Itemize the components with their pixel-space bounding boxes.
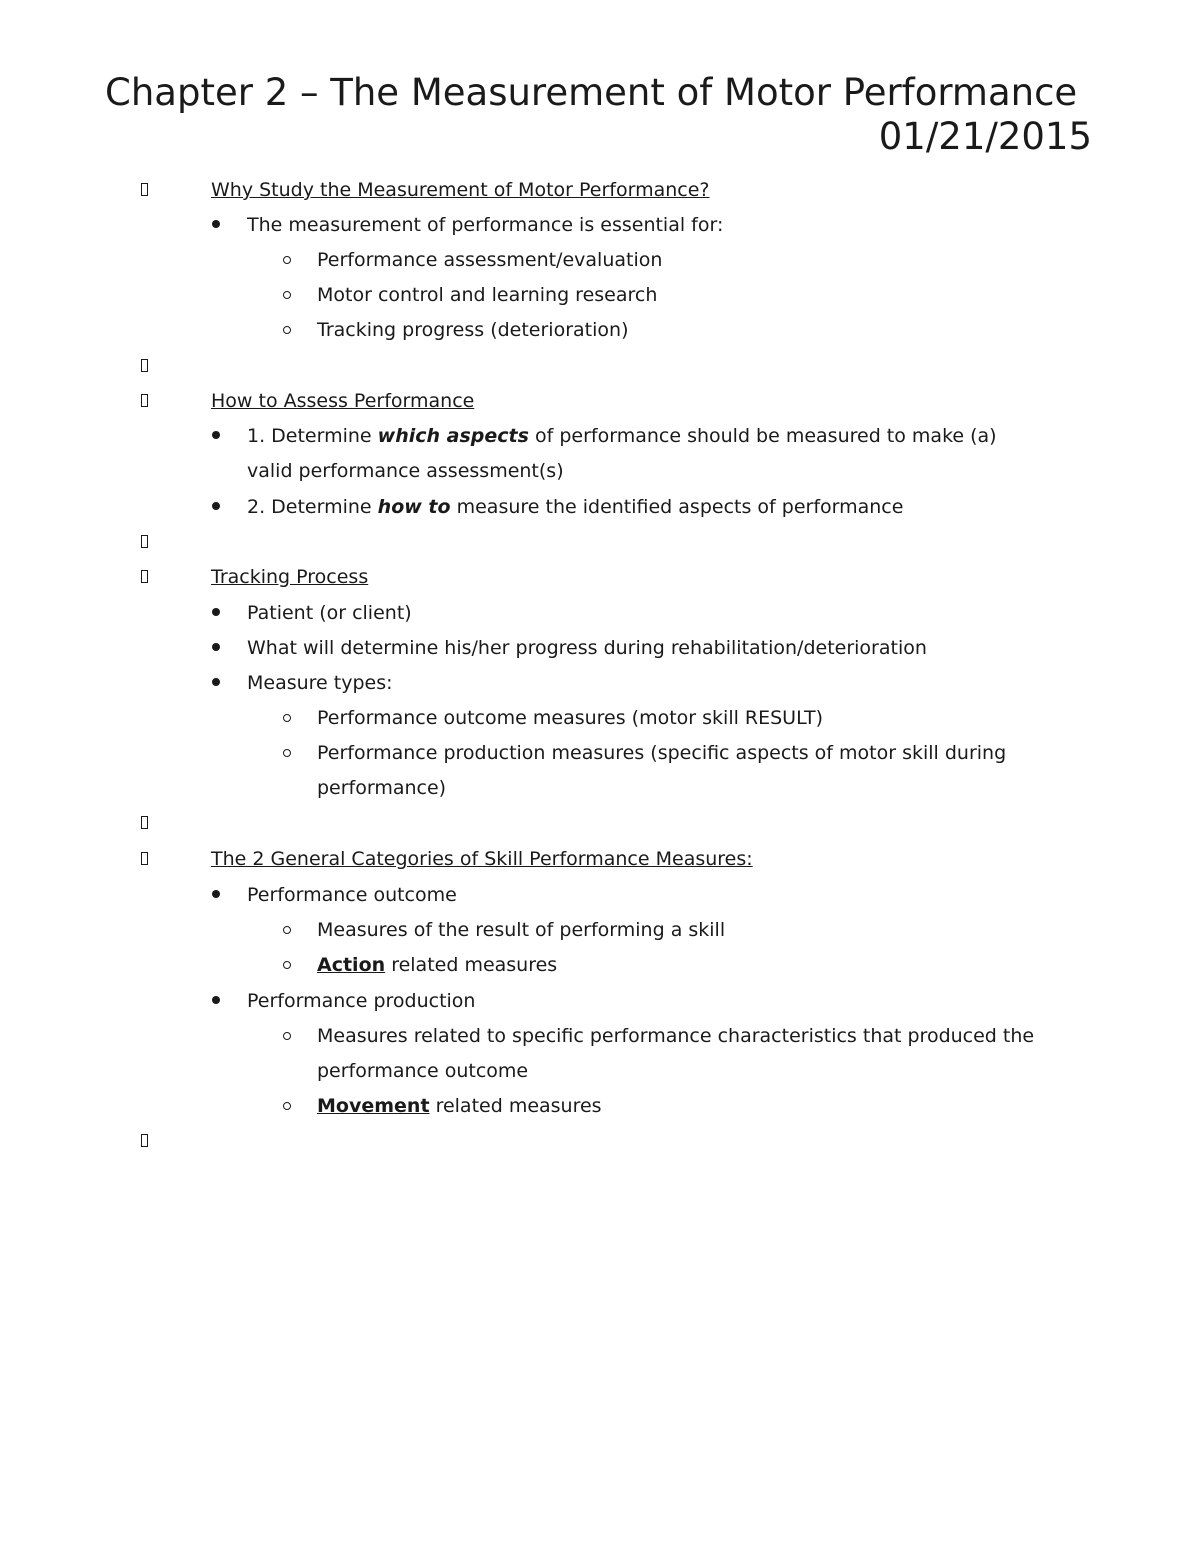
bullet-icon [212,220,220,228]
bullet-icon [212,996,220,1004]
list-item: The measurement of performance is essential for: [247,214,724,236]
circle-bullet-icon [283,926,291,934]
list-item: Action related measures [317,954,558,976]
list-item: Performance production measures (specific aspects of motor skill during [317,742,1007,764]
bullet-icon [212,890,220,898]
list-item: Performance production [247,990,476,1012]
symbol-box-icon [140,842,150,877]
list-item-continuation: performance) [317,777,447,799]
emphasis-text: Action [317,954,386,976]
section-heading: Why Study the Measurement of Motor Performance? [211,179,710,201]
list-item: What will determine his/her progress during rehabilitation/deterioration [247,637,927,659]
list-item: Patient (or client) [247,602,412,624]
list-item: 1. Determine which aspects of performance should be measured to make (a) [247,425,997,447]
section-heading: How to Assess Performance [211,390,475,412]
page-date: 01/21/2015 [878,115,1092,158]
symbol-box-icon [140,1124,150,1159]
list-item: Performance outcome measures (motor skill RESULT) [317,707,824,729]
circle-bullet-icon [283,961,291,969]
circle-bullet-icon [283,749,291,757]
circle-bullet-icon [283,1032,291,1040]
list-item-continuation: performance outcome [317,1060,529,1082]
circle-bullet-icon [283,326,291,334]
page-title: Chapter 2 – The Measurement of Motor Performance [105,71,1078,114]
bullet-icon [212,608,220,616]
circle-bullet-icon [283,256,291,264]
list-item: Measures of the result of performing a skill [317,919,726,941]
list-item-continuation: valid performance assessment(s) [247,460,564,482]
symbol-box-icon [140,384,150,419]
emphasis-text: which aspects [377,425,529,447]
circle-bullet-icon [283,1102,291,1110]
list-item: Performance assessment/evaluation [317,249,663,271]
symbol-box-icon [140,560,150,595]
bullet-icon [212,678,220,686]
list-item: Movement related measures [317,1095,602,1117]
circle-bullet-icon [283,714,291,722]
section-heading: Tracking Process [211,566,369,588]
list-item: 2. Determine how to measure the identified aspects of performance [247,496,904,518]
list-item: Measures related to specific performance characteristics that produced the [317,1025,1035,1047]
symbol-box-icon [140,806,150,841]
list-item: Measure types: [247,672,393,694]
list-item: Motor control and learning research [317,284,658,306]
symbol-box-icon [140,349,150,384]
bullet-icon [212,502,220,510]
circle-bullet-icon [283,291,291,299]
emphasis-text: Movement [317,1095,430,1117]
list-item: Tracking progress (deterioration) [317,319,629,341]
symbol-box-icon [140,173,150,208]
list-item: Performance outcome [247,884,457,906]
symbol-box-icon [140,525,150,560]
bullet-icon [212,643,220,651]
bullet-icon [212,431,220,439]
section-heading: The 2 General Categories of Skill Performance Measures: [211,848,753,870]
emphasis-text: how to [377,496,451,518]
